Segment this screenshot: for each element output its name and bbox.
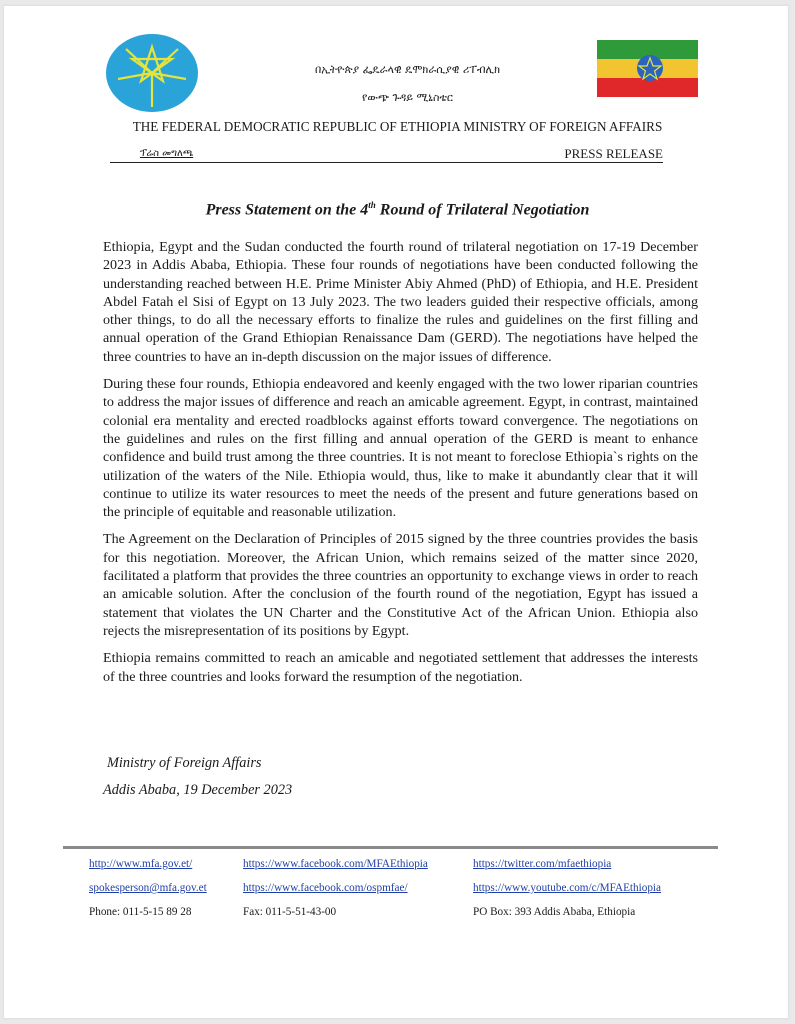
footer-row [89,882,729,906]
po-box: PO Box: 393 Addis Ababa, Ethiopia [473,906,636,918]
title-superscript: th [368,200,376,210]
facebook-spokesperson-link[interactable]: https://www.facebook.com/ospmfae/ [243,882,408,894]
press-release-rule [110,146,663,163]
phone-number: Phone: 011-5-15 89 28 [89,906,192,918]
document-title [0,200,795,219]
press-release-label: PRESS RELEASE [564,146,663,161]
amharic-ministry-title: የውጭ ጉዳይ ሚኒስቴር [362,91,453,104]
youtube-link[interactable]: https://www.youtube.com/c/MFAEthiopia [473,882,661,894]
organization-title: THE FEDERAL DEMOCRATIC REPUBLIC OF ETHIOPIA MINISTRY OF FOREIGN AFFAIRS [132,119,663,134]
paragraph: The Agreement on the Declaration of Principles of 2015 signed by the three countries provides the basis for this negotiation. Moreover, the African Union, which remains seized of the matter since 2020, facilitated a platform that provides the three countries an opportunity to exchange views in order to reach an amicable solution. After the conclusion of the fourth round of the negotiation, Egypt has issued a statement that violates the UN Charter and the Constitutive Act of the African Union. Ethiopia also rejects the misrepresentation of its positions by Egypt. [103,531,698,639]
signature-place-date: Addis Ababa, 19 December 2023 [103,782,293,798]
amharic-republic-title: በኢትዮጵያ ፌዴራላዊ ዴሞክራሲያዊ ሪፐብሊክ [314,63,501,76]
statement-body [103,238,698,695]
twitter-link[interactable]: https://twitter.com/mfaethiopia [473,858,612,870]
paragraph: Ethiopia remains committed to reach an amicable and negotiated settlement that addresses the interests of the three countries and looks forward the resumption of the negotiation. [103,650,698,685]
website-link[interactable]: http://www.mfa.gov.et/ [89,858,193,870]
title-suffix: Round of Trilateral Negotiation [375,201,590,219]
email-link[interactable]: spokesperson@mfa.gov.et [89,882,207,894]
signature-block [103,750,292,804]
footer-contacts [89,858,729,930]
footer-divider [63,846,718,849]
footer-row [89,858,729,882]
fax-number: Fax: 011-5-51-43-00 [243,906,337,918]
title-prefix: Press Statement on the 4 [205,201,369,219]
paragraph: During these four rounds, Ethiopia endeavored and keenly engaged with the two lower riparian countries to address the major issues of difference and reach an amicable agreement. Egypt, in contrast, maintained colonial era mentality and erected roadblocks against efforts toward convergence. The negotiations on the guidelines and rules on the first filling and annual operation of the GERD is meant to enhance confidence and build trust among the three countries. It is not meant to foreclose Ethiopia`s rights on the utilization of the waters of the Nile. Ethiopia would, thus, like to make it abundantly clear that it will continue to utilize its water resources to meet the needs of the present and future generations based on the principle of equitable and reasonable utilization. [103,376,698,521]
facebook-link[interactable]: https://www.facebook.com/MFAEthiopia [243,858,428,870]
signature-organization: Ministry of Foreign Affairs [107,755,262,771]
press-release-amharic: ፕሬስ መግለጫ [140,148,194,159]
footer-row [89,906,729,930]
paragraph: Ethiopia, Egypt and the Sudan conducted the fourth round of trilateral negotiation on 17-19 December 2023 in Addis Ababa, Ethiopia. These four rounds of negotiations have been conducted following the understanding reached between H.E. Prime Minister Abiy Ahmed (PhD) of Ethiopia, and H.E. President Abdel Fatah el Sisi of Egypt on 13 July 2023. The two leaders guided their respective officials, among other things, to do all the necessary efforts to finalize the rules and guidelines on the first filling and annual operation of the Grand Ethiopian Renaissance Dam (GERD). The negotiations have helped the three countries to have an in-depth discussion on the major issues of difference. [103,239,698,365]
